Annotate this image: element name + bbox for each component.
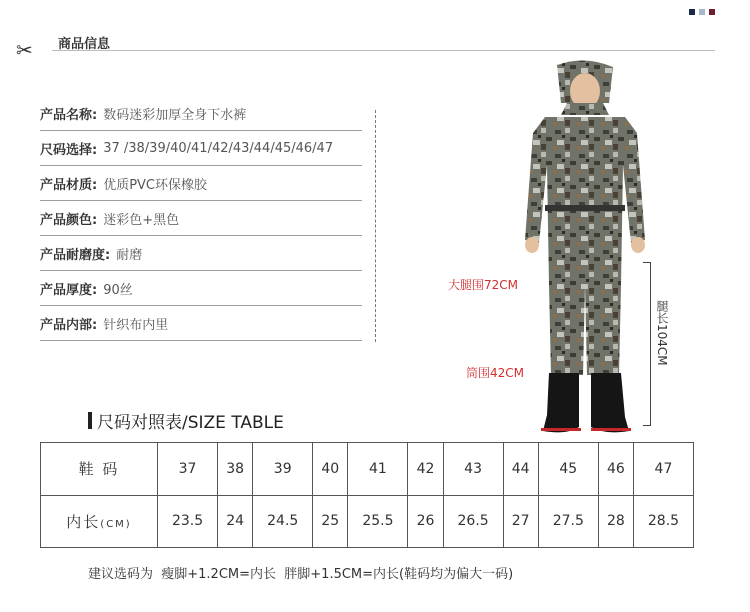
spec-row-name [40, 96, 362, 131]
scissors-icon: ✂ [16, 38, 33, 62]
section-title: 商品信息 [58, 37, 111, 52]
length-cell: 26.5 [443, 495, 503, 548]
length-cell: 24 [218, 495, 253, 548]
thigh-measurement: 大腿围72CM [448, 278, 519, 292]
spec-row-material [40, 166, 362, 201]
size-cell: 45 [538, 443, 598, 496]
leg-length-measurement: 腿长104CM [655, 300, 669, 366]
size-cell: 43 [443, 443, 503, 496]
length-cell: 25.5 [348, 495, 408, 548]
spec-row-color [40, 201, 362, 236]
spec-value: 37 /38/39/40/41/42/43/44/45/46/47 [103, 140, 334, 156]
boot-measurement: 筒围42CM [466, 366, 525, 380]
size-cell: 40 [313, 443, 348, 496]
row-header-shoe-size: 鞋 码 [41, 443, 158, 496]
size-cell: 39 [253, 443, 313, 496]
size-table-title [88, 408, 284, 433]
inner-length-label: 内长 [66, 512, 101, 531]
row-header-inner-length [41, 495, 158, 548]
spec-value: 90丝 [103, 282, 133, 298]
spec-value: 优质PVC环保橡胶 [103, 177, 208, 193]
spec-value: 数码迷彩加厚全身下水裤 [103, 107, 247, 123]
table-row [41, 495, 694, 548]
spec-label: 产品名称: [40, 107, 98, 123]
spec-row-lining [40, 306, 362, 341]
spec-label: 产品厚度: [40, 282, 98, 298]
header-divider [52, 50, 715, 51]
length-cell: 23.5 [158, 495, 218, 548]
spec-label: 产品颜色: [40, 212, 98, 228]
size-cell: 44 [503, 443, 538, 496]
table-row [41, 443, 694, 496]
vertical-divider [375, 110, 376, 342]
size-cell: 37 [158, 443, 218, 496]
title-bar [88, 412, 92, 429]
spec-value: 迷彩色+黑色 [103, 212, 180, 228]
size-table [40, 442, 694, 548]
product-photo [505, 55, 665, 440]
length-cell: 25 [313, 495, 348, 548]
spec-value: 耐磨 [116, 247, 143, 263]
spec-row-thickness [40, 271, 362, 306]
size-cell: 42 [408, 443, 443, 496]
spec-row-durability [40, 236, 362, 271]
color-swatches [689, 9, 715, 15]
length-cell: 26 [408, 495, 443, 548]
length-cell: 28.5 [633, 495, 693, 548]
spec-label: 产品耐磨度: [40, 247, 111, 263]
length-cell: 24.5 [253, 495, 313, 548]
spec-value: 针织布内里 [103, 317, 169, 333]
size-cell: 38 [218, 443, 253, 496]
color-swatch [709, 9, 715, 15]
color-swatch [699, 9, 705, 15]
leg-length-bracket [643, 262, 651, 426]
length-cell: 27 [503, 495, 538, 548]
size-cell: 46 [598, 443, 633, 496]
spec-label: 产品材质: [40, 177, 98, 193]
length-cell: 27.5 [538, 495, 598, 548]
spec-label: 尺码选择: [40, 142, 98, 158]
unit-label: (CM) [100, 518, 132, 530]
length-cell: 28 [598, 495, 633, 548]
spec-label: 产品内部: [40, 317, 98, 333]
size-table-title-text: 尺码对照表/SIZE TABLE [97, 413, 284, 433]
color-swatch [689, 9, 695, 15]
size-cell: 47 [633, 443, 693, 496]
size-recommendation-note: 建议选码为 瘦脚+1.2CM=内长 胖脚+1.5CM=内长(鞋码均为偏大一码) [88, 567, 514, 582]
spec-row-size [40, 131, 362, 166]
size-cell: 41 [348, 443, 408, 496]
